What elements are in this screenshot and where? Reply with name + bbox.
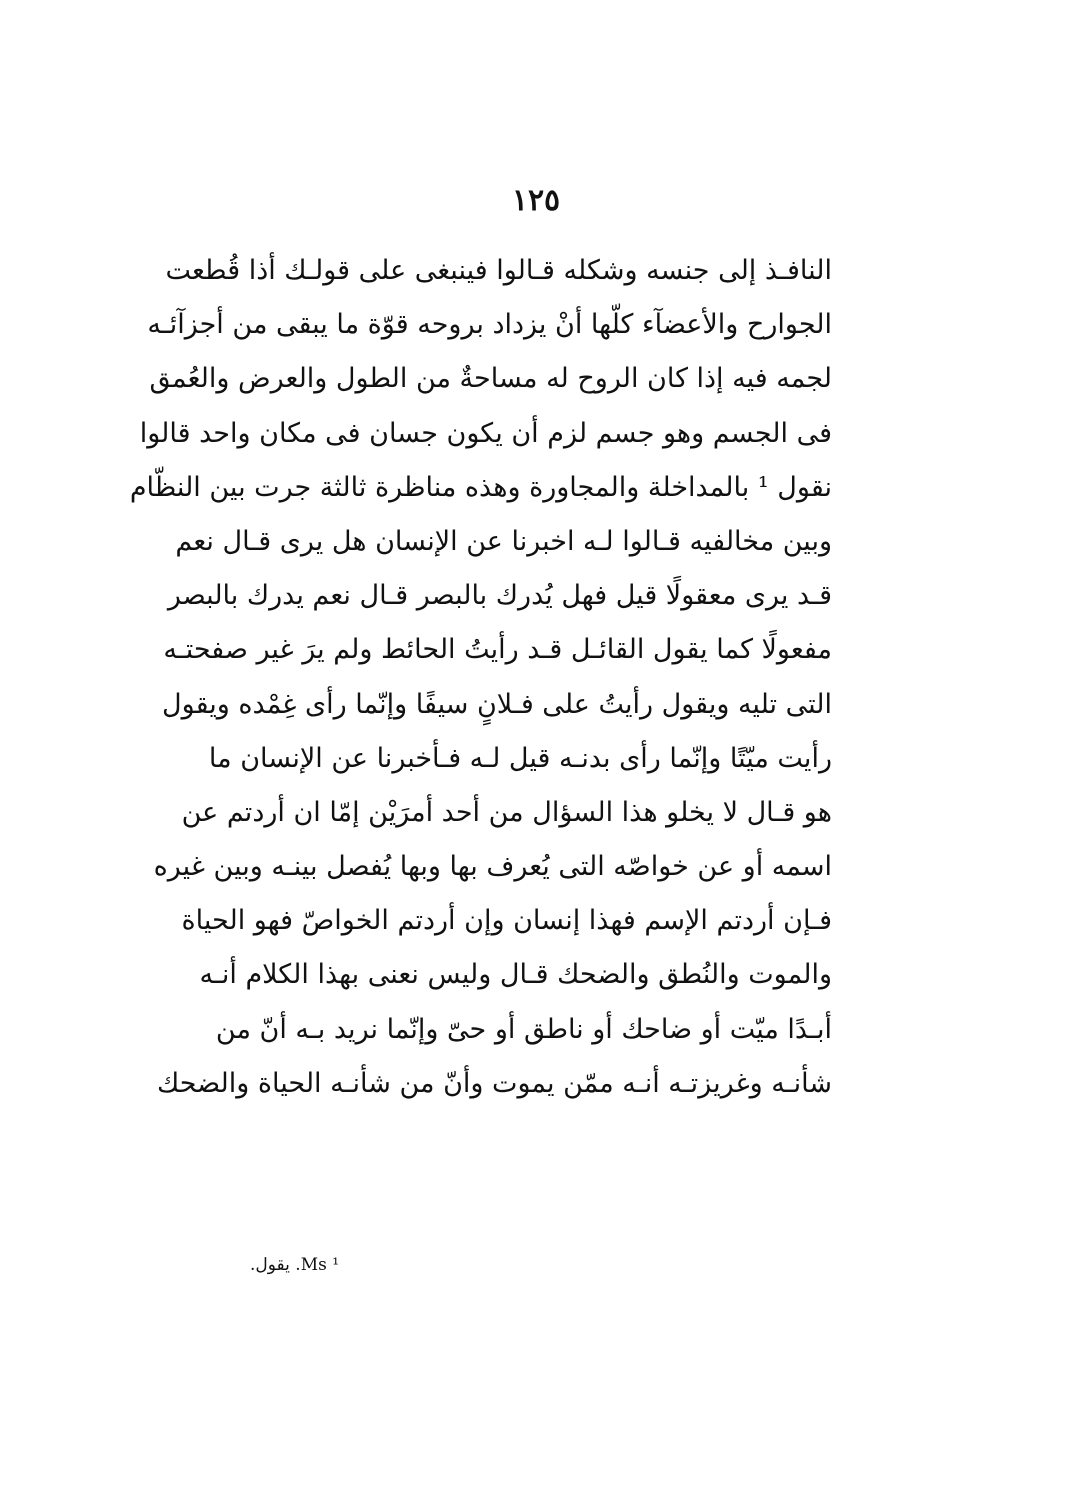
text-line: والموت والنُطق والضحك قـال وليس نعنى بهذا الكلام أنـه	[199, 959, 832, 991]
body-text	[129, 244, 832, 1111]
text-line: النافـذ إلى جنسه وشكله قـالوا فينبغى على قولـك أذا قُطعت	[165, 255, 832, 286]
text-line: أبـدًا ميّت أو ضاحك أو ناطق أو حىّ وإنّما نريد بـه أنّ من	[215, 1013, 832, 1045]
text-line: اسمه أو عن خواصّه التى يُعرف بها وبها يُفصل بينـه وبين غيره	[153, 851, 832, 883]
text-line: الجوارح والأعضآء كلّها أنْ يزداد بروحه قوّة ما يبقى من أجزآئـه	[147, 309, 832, 341]
text-line: وبين مخالفيه قـالوا لـه اخبرنا عن الإنسان هل يرى قـال نعم	[175, 525, 832, 557]
text-line: شأنـه وغريزتـه أنـه ممّن يموت وأنّ من شأنـه الحياة والضحك	[156, 1067, 832, 1099]
text-line: هو قـال لا يخلو هذا السؤال من أحد أمرَيْن إمّا ان أردتم عن	[181, 796, 832, 828]
footnote: ¹ Ms. يقول.	[250, 1255, 340, 1275]
text-line: قـد يرى معقولًا قيل فهل يُدرك بالبصر قـال نعم يدرك بالبصر	[167, 580, 832, 612]
text-line: نقول ¹ بالمداخلة والمجاورة وهذه مناظرة ثالثة جرت بين النظّام	[129, 471, 832, 503]
text-line: مفعولًا كما يقول القائـل قـد رأيتُ الحائط ولم يرَ غير صفحتـه	[163, 634, 832, 666]
text-line: التى تليه ويقول رأيتُ على فـلانٍ سيفًا وإنّما رأى غِمْده ويقول	[162, 688, 832, 720]
page-number: ١٢٥	[511, 183, 561, 218]
text-line: لجمه فيه إذا كان الروح له مساحةٌ من الطول والعرض والعُمق	[149, 363, 832, 395]
text-line: رأيت ميّتًا وإنّما رأى بدنـه قيل لـه فـأخبرنا عن الإنسان ما	[208, 742, 832, 774]
text-line: فـإن أردتم الإسم فهذا إنسان وإن أردتم الخواصّ فهو الحياة	[181, 905, 832, 937]
text-line: فى الجسم وهو جسم لزم أن يكون جسان فى مكان واحد قالوا	[139, 417, 832, 449]
